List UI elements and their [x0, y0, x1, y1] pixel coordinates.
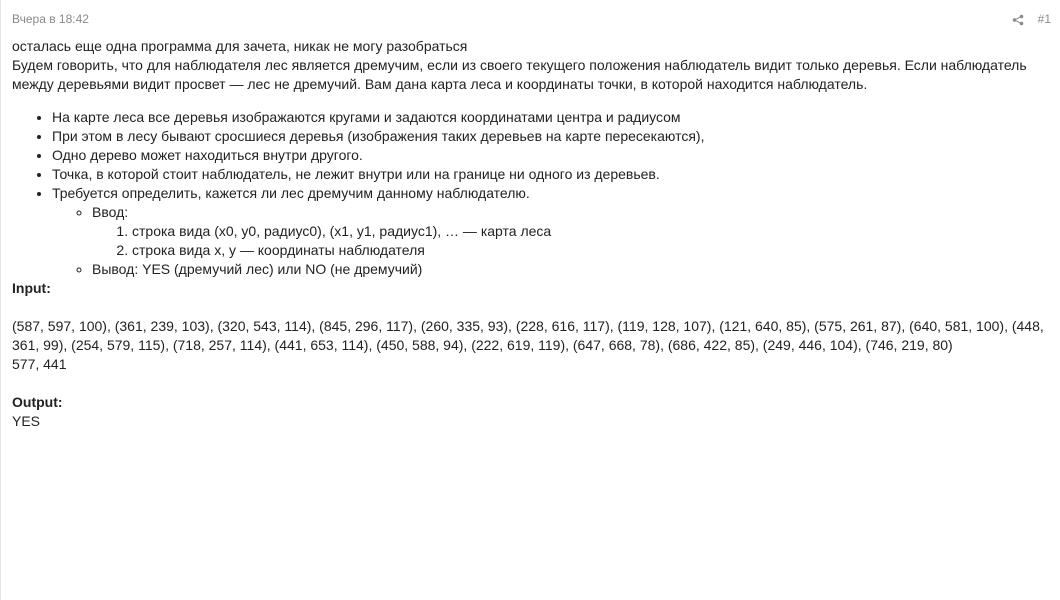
example-output-label: Output: — [12, 394, 63, 410]
example-input-line-1: (587, 597, 100), (361, 239, 103), (320, 543, 114), (845, 296, 117), (260, 335, 93), (228, 616, 117), (119, 128, 107), (121, 640, 85), (575, 261, 87), (640, 581, 100), (448, 361, 99), (254, 579, 115), (718, 257, 114), (441, 653, 114), (450, 588, 94), (222, 619, 119), (647, 668, 78), (686, 422, 85), (249, 446, 104), (746, 219, 80) — [12, 318, 1044, 353]
input-spec-line: 1. строка вида (x0, y0, радиус0), (x1, y1, радиус1), … — карта леса — [132, 222, 1057, 241]
io-list — [52, 203, 1057, 279]
example-input-label: Input: — [12, 280, 51, 296]
output-spec-item: ◦ Вывод: YES (дремучий лес) или NO (не дремучий) — [92, 260, 1057, 279]
task-description: Будем говорить, что для наблюдателя лес является дремучим, если из своего текущего положения наблюдатель видит только деревья. Если наблюдатель между деревьями видит просвет — лес не дремучий. Вам дана карта леса и координаты точки, в которой находится наблюдатель. — [12, 57, 1027, 92]
example-output-value: YES — [12, 413, 41, 429]
post-header — [12, 10, 1051, 28]
input-spec-line: 2. строка вида x, y — координаты наблюдателя — [132, 241, 1057, 260]
list-item: • При этом в лесу бывают сросшиеся деревья (изображения таких деревьев на карте пересекаются), — [52, 127, 1057, 146]
input-spec-item — [92, 203, 1057, 260]
spacer — [12, 374, 1057, 393]
input-spec-list — [92, 222, 1057, 260]
list-item — [52, 184, 1057, 279]
conditions-list — [12, 108, 1057, 279]
post-date[interactable]: Вчера в 18:42 — [12, 12, 89, 26]
post-body — [12, 37, 1057, 431]
post-actions — [1012, 12, 1051, 26]
list-item: • Одно дерево может находиться внутри другого. — [52, 146, 1057, 165]
list-item-text: Требуется определить, кажется ли лес дремучим данному наблюдателю. — [52, 185, 530, 201]
post-number-link[interactable]: #1 — [1037, 12, 1051, 26]
share-icon[interactable] — [1012, 13, 1024, 25]
input-spec-label: Ввод: — [92, 204, 129, 220]
example-input-line-2: 577, 441 — [12, 356, 67, 372]
spacer — [12, 298, 1057, 317]
post-intro: осталась еще одна программа для зачета, никак не могу разобраться — [12, 38, 468, 54]
list-item: • Точка, в которой стоит наблюдатель, не лежит внутри или на границе ни одного из деревьев. — [52, 165, 1057, 184]
list-item: • На карте леса все деревья изображаются кругами и задаются координатами центра и радиусом — [52, 108, 1057, 127]
